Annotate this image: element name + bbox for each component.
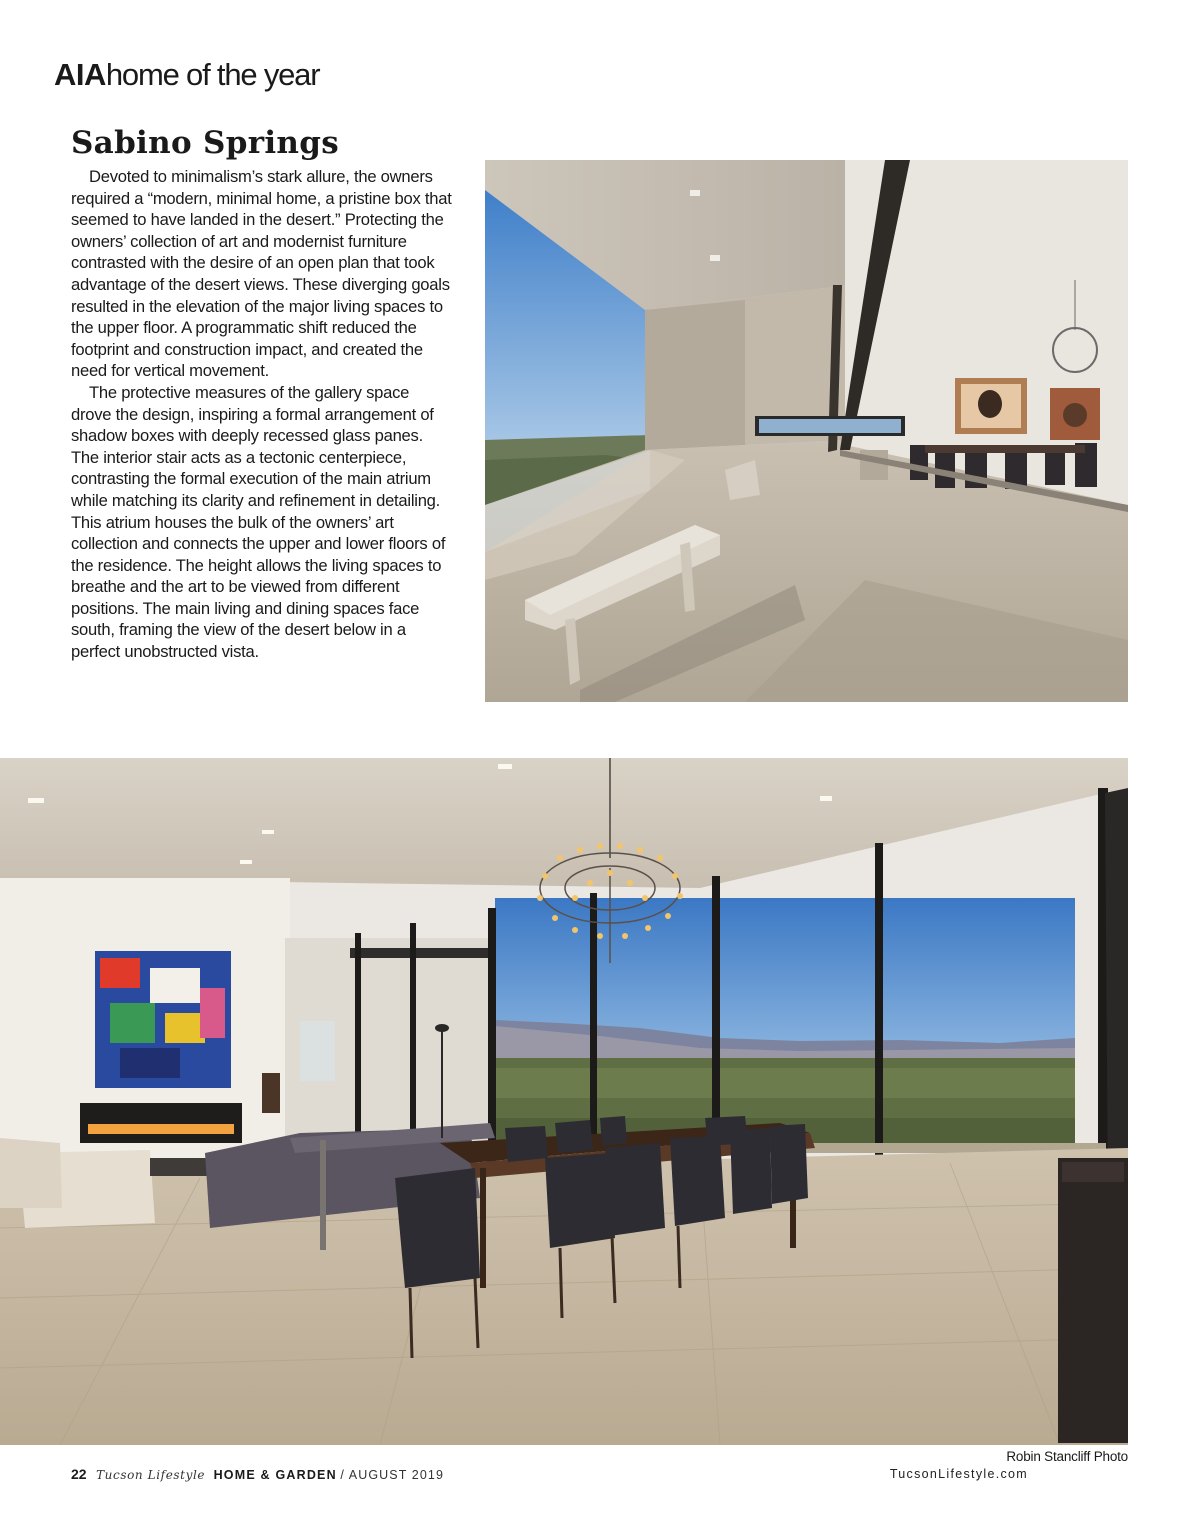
page-footer (71, 1466, 444, 1483)
page-number: 22 (71, 1466, 87, 1482)
dining-room-photo (0, 758, 1128, 1445)
header-bold: AIA (54, 57, 106, 92)
magazine-name: Tucson Lifestyle (96, 1468, 206, 1482)
section-name: HOME & GARDEN (213, 1468, 337, 1482)
section-header (54, 55, 319, 95)
issue-date: / AUGUST 2019 (340, 1468, 445, 1482)
header-light: home of the year (105, 57, 320, 92)
photo-credit: Robin Stancliff Photo (1006, 1449, 1128, 1464)
website-url: TucsonLifestyle.com (889, 1467, 1028, 1481)
article-body (71, 166, 453, 663)
article-title: Sabino Springs (71, 125, 339, 161)
article-paragraph: The protective measures of the gallery space drove the design, inspiring a formal arrangement of shadow boxes with deeply recessed glass panes. The interior stair acts as a tectonic centerpiece, contrasting the formal execution of the main atrium while matching its clarity and refinement in detailing. This atrium houses the bulk of the owners’ art collection and connects the upper and lower floors of the residence. The height allows the living spaces to breathe and the art to be viewed from different positions. The main living and dining spaces face south, framing the view of the desert below in a perfect unobstructed vista. (71, 382, 446, 662)
article-paragraph: Devoted to minimalism’s stark allure, the owners required a “modern, minimal home, a pristine box that seemed to have landed in the desert.” Protecting the owners’ collection of art and modernist furniture contrasted with the desire of an open plan that took advantage of the desert views. These diverging goals resulted in the elevation of the major living spaces to the upper floor. A programmatic shift reduced the footprint and construction impact, and created the need for vertical movement. (71, 167, 452, 381)
terrace-photo (485, 160, 1128, 702)
